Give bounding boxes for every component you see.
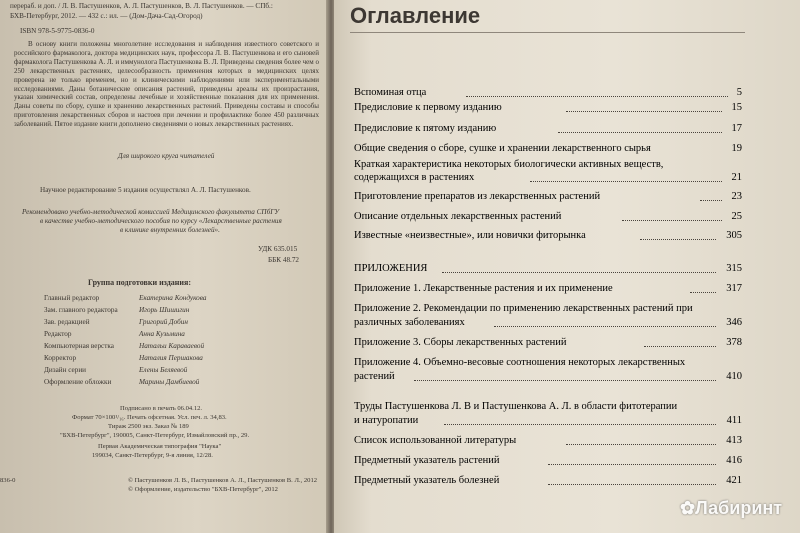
copyright-line-2: © Оформление, издательство "БХВ-Петербург", 2012 xyxy=(128,486,278,493)
crew-title: Группа подготовки издания: xyxy=(88,278,192,287)
crew-row: Главный редактор Екатерина Кондукова xyxy=(44,294,207,302)
isbn: ISBN 978-5-9775-0836-0 xyxy=(20,27,95,35)
title-rule xyxy=(350,32,745,33)
crew-row: Редактор Анна Кузьмина xyxy=(44,330,185,338)
crew-row: Компьютерная верстка Натальи Караваевой xyxy=(44,342,205,350)
crew-row: Корректор Наталия Першакова xyxy=(44,354,203,362)
toc-entry: Краткая характеристика некоторых биологически активных веществ, xyxy=(354,159,664,170)
left-page xyxy=(0,0,328,533)
toc-entry: Приложение 3. Сборы лекарственных растений 378 xyxy=(354,337,742,348)
toc-entry-continuation: различных заболеваниях 346 xyxy=(354,317,742,328)
bbk: ББК 48.72 xyxy=(268,256,300,264)
annotation: В основу книги положены многолетние исследования и наблюдения известного советского и российского фармаколога, доктора медицинских наук, профессора Л. В. Пастушенкова и его сыновей фармаколога Пастушенкова А. Л. и иммунолога Пастушенкова В. Л. Приведены сведения более чем о 250 лекарственных растениях, целесообразность применения которых в медицинских целях проверена не только временем, но и клиническими наблюдениями или экспериментальными исследованиями. Даны ботанические описания растений, приведены ареалы их произрастания, указан химический состав, определены лечебные и хозяйственные показания для их применения. Даны советы по сбору, сушке и хранению лекарственных растений. Приведены составы и способы приготовления лекарственных сборов и настоев при лечении и профилактике более 450 различных заболеваний. Пятое издание книги дополнено сведениями о новых лекарственных растениях. xyxy=(14,40,319,129)
header-line-1: перераб. и доп. / Л. В. Пастушенков, А. Л. Пастушенков, В. Л. Пастушенков. — СПб.: xyxy=(10,2,273,10)
audience: Для широкого круга читателей xyxy=(118,152,215,160)
footer-isbn: 836-0 xyxy=(0,477,16,484)
imprint-line: Первая Академическая типография "Наука" xyxy=(98,443,222,450)
header-line-2: БХВ-Петербург, 2012. — 432 с.: ил. — (Дом-Дача-Сад-Огород) xyxy=(10,12,203,20)
toc-entry: Предисловие к пятому изданию 17 xyxy=(354,123,742,134)
crew-row: Зав. редакцией Григорий Добин xyxy=(44,318,188,326)
toc-entry: Предметный указатель болезней 421 xyxy=(354,475,742,486)
imprint-line: Формат 70×100¹/₁₆. Печать офсетная. Усл. печ. л. 34,83. xyxy=(72,414,227,421)
toc-entry: Вспоминая отца 5 xyxy=(354,87,742,98)
recommendation-line-1: Рекомендовано учебно-методической комиссией Медицинского факультета СПбГУ xyxy=(22,208,280,216)
labirint-icon: ✿ xyxy=(680,498,696,518)
page-title: Оглавление xyxy=(350,3,481,28)
toc-entry-continuation: содержащихся в растениях 21 xyxy=(354,172,742,183)
toc-entry: Список использованной литературы 413 xyxy=(354,435,742,446)
toc-entry: Приложение 1. Лекарственные растения и их применение 317 xyxy=(354,283,742,294)
imprint-line: "БХВ-Петербург", 190005, Санкт-Петербург, Измайловский пр., 29. xyxy=(60,432,250,439)
toc-entry: Приготовление препаратов из лекарственных растений 23 xyxy=(354,191,742,202)
watermark-logo xyxy=(680,498,782,519)
toc-entry: Приложение 4. Объемно-весовые соотношения некоторых лекарственных xyxy=(354,357,686,368)
recommendation-line-3: в клинике внутренних болезней». xyxy=(120,226,220,234)
toc-entry-continuation: растений 410 xyxy=(354,371,742,382)
editing-note: Научное редактирование 5 издания осуществлял А. Л. Пастушенков. xyxy=(40,186,251,194)
toc-entry: Описание отдельных лекарственных растений 25 xyxy=(354,211,742,222)
toc-entry: Приложение 2. Рекомендации по применению лекарственных растений при xyxy=(354,303,693,314)
udk: УДК 635.015 xyxy=(258,245,298,253)
crew-row: Зам. главного редактора Игорь Шишигин xyxy=(44,306,190,314)
imprint-line: Подписано в печать 06.04.12. xyxy=(120,405,203,412)
crew-row: Оформление обложки Марины Дамбиевой xyxy=(44,378,200,386)
toc-entry: Труды Пастушенкова Л. В и Пастушенкова А. Л. в области фитотерапии xyxy=(354,401,678,412)
toc-entry: Предметный указатель растений 416 xyxy=(354,455,742,466)
recommendation-line-2: в качестве учебно-методического пособия по курсу «Лекарственные растения xyxy=(40,217,282,225)
toc-entry-continuation: и натуропатии 411 xyxy=(354,415,742,426)
toc-entry: Предисловие к первому изданию 15 xyxy=(354,102,742,113)
toc-entry: ПРИЛОЖЕНИЯ 315 xyxy=(354,263,742,274)
watermark-text: Лабиринт xyxy=(695,498,783,518)
toc-entry: Известные «неизвестные», или новички фиторынка 305 xyxy=(354,230,742,241)
crew-row: Дизайн серии Елены Беляевой xyxy=(44,366,188,374)
imprint-line: Тираж 2500 экз. Заказ № 189 xyxy=(108,423,189,430)
copyright-line-1: © Пастушенков Л. В., Пастушенков А. Л., Пастушенков В. Л., 2012 xyxy=(128,477,318,484)
toc-entry: Общие сведения о сборе, сушке и хранении лекарственного сырья 19 xyxy=(354,143,742,154)
imprint-line: 199034, Санкт-Петербург, 9-я линия, 12/28. xyxy=(92,452,213,459)
